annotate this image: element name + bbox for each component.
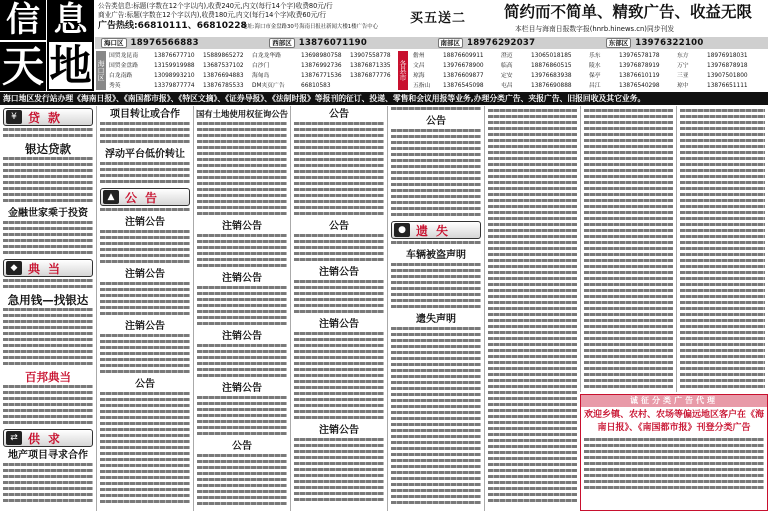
- directory-cell: 儋州: [413, 53, 425, 59]
- notice-title: 注销公告: [222, 383, 262, 394]
- agent-directory: [95, 50, 768, 91]
- notice-body-text: [100, 230, 190, 266]
- recruitment-headline: 欢迎乡镇、农村、农场等偏远地区客户在《海南日报》、《南国都市报》刊登分类广告: [583, 410, 764, 433]
- section-label: 典当: [28, 261, 69, 276]
- logo-char: 天: [0, 40, 47, 91]
- ad-body-text: [3, 308, 93, 368]
- section-label: 遗失: [416, 223, 457, 238]
- directory-cell: 13876545098: [443, 83, 484, 89]
- region-item: [263, 37, 431, 49]
- notice-body-text: [197, 234, 287, 270]
- directory-cell: 13876690888: [531, 83, 572, 89]
- section-label: 贷款: [28, 110, 69, 125]
- directory-cell: 乐东: [589, 53, 601, 59]
- notice-body-text: [294, 234, 384, 264]
- directory-cell: 万宁: [677, 63, 689, 69]
- column-notices-4: [290, 106, 387, 511]
- notice-title: 公告: [329, 109, 349, 120]
- promo-badge: 买五送二: [410, 11, 467, 26]
- region-item: [95, 37, 263, 49]
- notice-title: 注销公告: [222, 221, 262, 232]
- city-agent-grid: [109, 51, 395, 91]
- region-phone: 13976322100: [635, 38, 704, 48]
- notice-body-text: [197, 122, 287, 218]
- directory-cell: 13698980758: [301, 53, 342, 59]
- pawn-icon: ◆: [6, 261, 22, 275]
- ad-body-text: [3, 385, 93, 427]
- notice-body-text: [391, 129, 481, 219]
- logo-char: 息: [47, 0, 94, 40]
- directory-cell: DM夹页广告: [252, 83, 285, 89]
- directory-cell: 秀英: [109, 83, 121, 89]
- directory-cell: 临高: [501, 63, 513, 69]
- notice-title: 注销公告: [319, 267, 359, 278]
- notice-body-text: [584, 109, 673, 391]
- directory-cell: 13976683938: [531, 73, 572, 79]
- directory-cell: 15889865272: [203, 53, 244, 59]
- directory-city-label: 海口区: [96, 51, 106, 90]
- sync-note: 本栏目与海南日报数字报(hnrb.hinews.cn)同步刊发: [515, 25, 675, 33]
- ad-title: 项目转让或合作: [110, 109, 180, 120]
- exchange-icon: ⇄: [6, 431, 22, 445]
- notice-body-text: [100, 392, 190, 506]
- column-notices-5: [387, 106, 484, 511]
- ad-body-text: [3, 463, 93, 505]
- column-loans-pawn-supply: [0, 106, 96, 511]
- directory-cell: 13065018185: [531, 53, 572, 59]
- ad-body-text: [3, 221, 93, 257]
- directory-cell: 18876609911: [443, 53, 484, 59]
- notice-title: 车辆被盗声明: [406, 250, 466, 261]
- notice-title: 注销公告: [125, 269, 165, 280]
- directory-cell: 13976878918: [707, 63, 748, 69]
- notice-title: 公告: [232, 441, 252, 452]
- recruitment-body-text: [584, 438, 764, 492]
- directory-cell: 屯昌: [501, 83, 513, 89]
- directory-cell: [350, 81, 394, 91]
- ad-title: 金融世家乘于投资: [8, 208, 88, 219]
- notice-body-text: [197, 344, 287, 380]
- notice-title: 注销公告: [222, 273, 262, 284]
- directory-cell: 13098993210: [154, 73, 195, 79]
- commercial-ad-rate: 商业广告:标题(字数在12个字以内),收费180元,内文(每行14个字)收费60元/行: [98, 11, 327, 19]
- region-item: [600, 37, 768, 49]
- logo-char: 信: [0, 0, 47, 40]
- directory-cell: 澄迈: [501, 53, 513, 59]
- region-item: [432, 37, 600, 49]
- column-lost-notices-7: [580, 106, 676, 392]
- ad-body-text: [100, 122, 190, 146]
- notice-body-text: [100, 282, 190, 318]
- directory-cell: 海甸岛: [252, 73, 270, 79]
- directory-cell: 13876540298: [619, 83, 660, 89]
- ad-title: 地产项目寻求合作: [8, 450, 88, 461]
- county-agent-grid: [413, 51, 765, 91]
- notice-body-text: [391, 107, 481, 113]
- notice-title: 公告: [426, 116, 446, 127]
- notice-body-text: [391, 327, 481, 507]
- directory-cell: 文昌: [413, 63, 425, 69]
- agent-recruitment-box: [580, 394, 768, 511]
- notice-body-text: [294, 122, 384, 218]
- region-phone: 13876071190: [298, 38, 368, 48]
- section-label: 公告: [125, 190, 166, 205]
- notice-title: 注销公告: [319, 319, 359, 330]
- lost-item-icon: ●: [394, 223, 410, 237]
- ad-hotline: 广告热线:66810111、66810228: [98, 21, 247, 31]
- column-lost-notices-8: [676, 106, 768, 392]
- region-label: 西部区: [269, 38, 295, 48]
- ad-title: 百邦典当: [25, 370, 71, 384]
- directory-cell: 白龙龙华路: [252, 53, 281, 59]
- ad-body-text: [100, 162, 190, 186]
- directory-cell: 琼海: [413, 73, 425, 79]
- directory-cell: 66810583: [301, 83, 331, 89]
- directory-cell: 13876677710: [154, 53, 195, 59]
- logo-char: 地: [47, 40, 94, 91]
- directory-cell: 13876992736: [301, 63, 342, 69]
- directory-cell: 国贸金盘路: [109, 63, 138, 69]
- notice-title: 国有土地使用权征询公告: [195, 109, 289, 119]
- directory-cell: 国贸龙昆南: [109, 53, 138, 59]
- notice-body-text: [294, 280, 384, 316]
- directory-cell: 琼中: [677, 83, 689, 89]
- notice-title: 遗失声明: [416, 314, 456, 325]
- notice-body-text: [294, 438, 384, 504]
- directory-cell: 13976678900: [443, 63, 484, 69]
- ad-body-text: [3, 279, 93, 291]
- region-phone: 18976566883: [130, 38, 199, 48]
- notice-body-text: [391, 263, 481, 311]
- section-label: 供求: [28, 431, 69, 446]
- public-notice-rate: 公告类信息:标题(字数在12个字以内),收费240元,内文(每行14个字)收费80元/行: [98, 2, 333, 10]
- notice-title: 公告: [135, 379, 155, 390]
- logo: [0, 0, 94, 91]
- region-phone: 18976292037: [467, 38, 536, 48]
- ad-body-text: [3, 157, 93, 205]
- notice-title: 注销公告: [222, 331, 262, 342]
- notice-body-text: [391, 241, 481, 247]
- directory-cell: 三亚: [677, 73, 689, 79]
- section-header-loans: [3, 108, 93, 126]
- directory-county-label: 各县市: [398, 51, 408, 90]
- region-label: 海口区: [101, 38, 127, 48]
- section-header-pawn: [3, 259, 93, 277]
- ad-title: 银达贷款: [25, 142, 71, 156]
- section-header-lost: [391, 221, 481, 239]
- section-header-notice: [100, 188, 190, 206]
- directory-cell: 13907501800: [707, 73, 748, 79]
- notice-body-text: [197, 454, 287, 508]
- notice-title: 注销公告: [125, 217, 165, 228]
- directory-cell: 13876871335: [350, 63, 391, 69]
- region-phone-bar: [95, 37, 768, 49]
- money-icon: ¥: [6, 110, 22, 124]
- directory-cell: 18976918031: [707, 53, 748, 59]
- column-lost-notices-6: [484, 106, 580, 511]
- section-header-supply: [3, 429, 93, 447]
- directory-cell: 13876694883: [203, 73, 244, 79]
- notice-body-text: [294, 332, 384, 422]
- distribution-banner: 海口地区发行站办理《海南日报》、《南国都市报》、《特区文摘》、《证券导报》、《法制时报》等报刊的征订、投递、零售和会议用报等业务,办理分类广告、夹报广告、旧报回收及其它业务。: [0, 92, 768, 105]
- directory-cell: 陵水: [589, 63, 601, 69]
- office-address: 地址:海口市金盘路30号海南日报社新闻大楼1楼广告中心: [242, 24, 379, 30]
- directory-cell: 白龙南路: [109, 73, 133, 79]
- recruitment-header: 诚征分类广告代理: [581, 395, 767, 407]
- slogan: 简约而不简单、精致广告、收益无限: [504, 3, 753, 21]
- megaphone-icon: ▲: [103, 190, 119, 204]
- directory-cell: 13907558778: [350, 53, 391, 59]
- directory-cell: 白沙门: [252, 63, 270, 69]
- ad-body-text: [100, 208, 190, 214]
- column-notices-3: [193, 106, 290, 511]
- region-label: 东部区: [606, 38, 632, 48]
- notice-title: 注销公告: [319, 425, 359, 436]
- directory-cell: 13876651111: [707, 83, 748, 89]
- directory-cell: 13876610119: [619, 73, 660, 79]
- directory-cell: 13379877774: [154, 83, 195, 89]
- directory-cell: 13976578178: [619, 53, 660, 59]
- directory-cell: 昌江: [589, 83, 601, 89]
- notice-body-text: [488, 109, 577, 505]
- column-notices-2: [96, 106, 193, 511]
- directory-cell: 保亭: [589, 73, 601, 79]
- ad-title: 急用钱—找银达: [7, 293, 89, 307]
- directory-cell: 13876609877: [443, 73, 484, 79]
- directory-cell: 18876860515: [531, 63, 572, 69]
- directory-cell: 13876771536: [301, 73, 342, 79]
- directory-cell: 13159919988: [154, 63, 195, 69]
- notice-body-text: [100, 334, 190, 376]
- directory-cell: 13876785533: [203, 83, 244, 89]
- directory-cell: 13976878919: [619, 63, 660, 69]
- directory-cell: 定安: [501, 73, 513, 79]
- directory-cell: 东方: [677, 53, 689, 59]
- notice-body-text: [680, 109, 765, 391]
- notice-body-text: [197, 286, 287, 328]
- ad-body-text: [3, 128, 93, 140]
- directory-cell: 13876877776: [350, 73, 391, 79]
- directory-cell: 五指山: [413, 83, 431, 89]
- notice-title: 注销公告: [125, 321, 165, 332]
- notice-body-text: [197, 396, 287, 438]
- directory-cell: 13687537102: [203, 63, 244, 69]
- region-label: 南部区: [438, 38, 464, 48]
- ad-title: 浮动平台低价转让: [105, 149, 185, 160]
- notice-title: 公告: [329, 221, 349, 232]
